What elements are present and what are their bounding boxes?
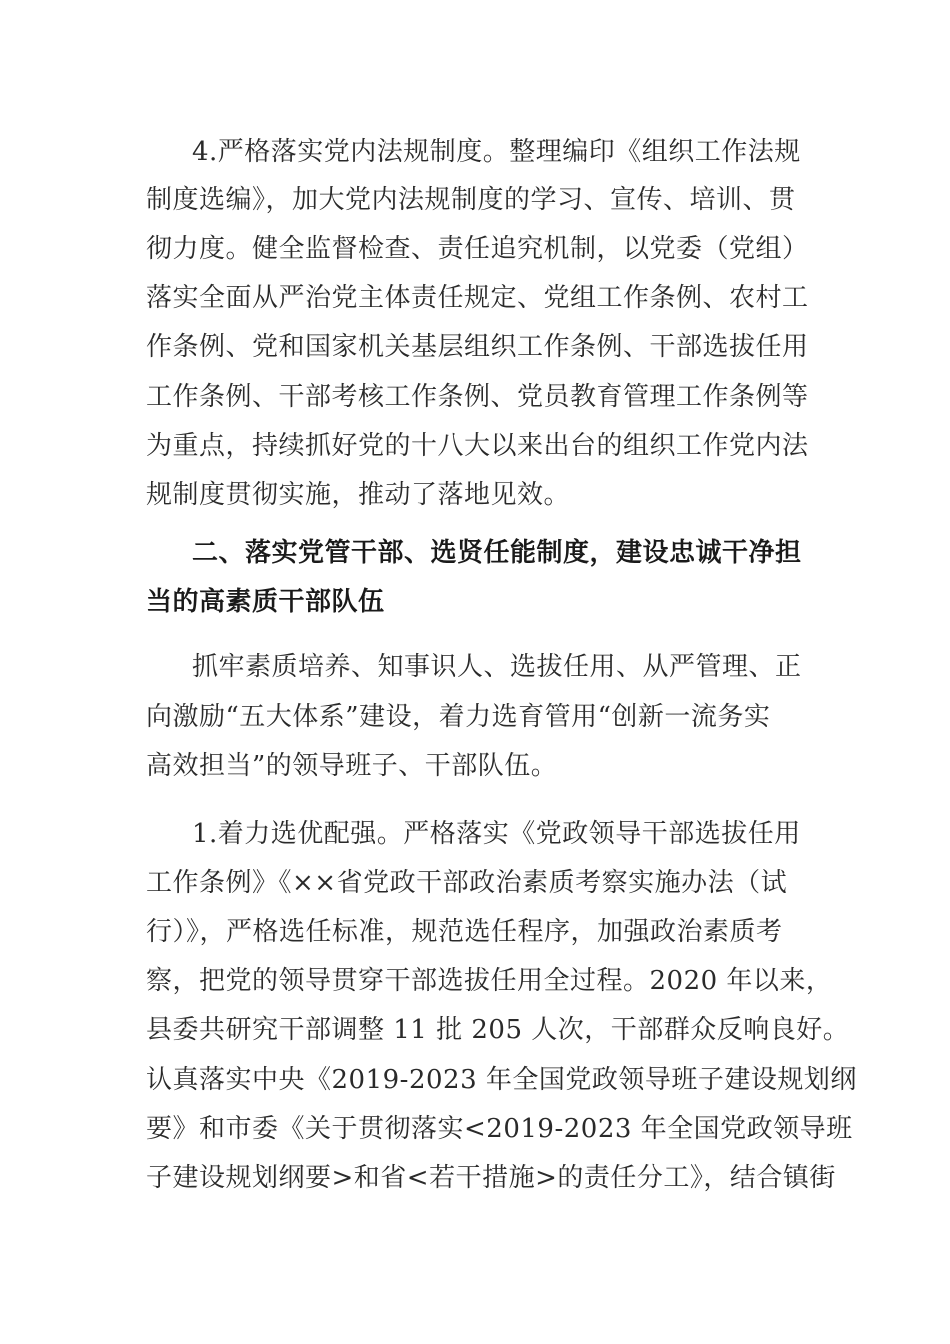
section-heading: 当的高素质干部队伍 — [146, 587, 385, 617]
paragraph-line: 县委共研究干部调整 11 批 205 人次，干部群众反响良好。 — [146, 1015, 850, 1045]
paragraph-line: 向激励“五大体系”建设，着力选育管用“创新一流务实 — [146, 702, 771, 732]
paragraph-line: 4.严格落实党内法规制度。整理编印《组织工作法规 — [192, 137, 801, 167]
section-heading: 二、落实党管干部、选贤任能制度，建设忠诚干净担 — [192, 538, 802, 568]
paragraph-line: 子建设规划纲要>和省<若干措施>的责任分工》，结合镇街 — [146, 1163, 836, 1193]
paragraph-line: 1.着力选优配强。严格落实《党政领导干部选拔任用 — [192, 819, 801, 849]
paragraph-line: 行）》，严格选任标准，规范选任程序，加强政治素质考 — [146, 917, 783, 947]
paragraph-line: 工作条例、干部考核工作条例、党员教育管理工作条例等 — [146, 382, 809, 412]
paragraph-line: 要》和市委《关于贯彻落实<2019-2023 年全国党政领导班 — [146, 1114, 853, 1144]
paragraph-line: 规制度贯彻实施，推动了落地见效。 — [146, 480, 571, 510]
paragraph-line: 认真落实中央《2019-2023 年全国党政领导班子建设规划纲 — [146, 1065, 857, 1095]
paragraph-line: 察，把党的领导贯穿干部选拔任用全过程。2020 年以来， — [146, 966, 833, 996]
paragraph-line: 为重点，持续抓好党的十八大以来出台的组织工作党内法 — [146, 431, 809, 461]
paragraph-line: 制度选编》，加大党内法规制度的学习、宣传、培训、贯 — [146, 185, 796, 215]
paragraph-line: 抓牢素质培养、知事识人、选拔任用、从严管理、正 — [192, 652, 802, 682]
paragraph-line: 工作条例》《××省党政干部政治素质考察实施办法（试 — [146, 868, 788, 898]
paragraph-line: 作条例、党和国家机关基层组织工作条例、干部选拔任用 — [146, 332, 809, 362]
paragraph-line: 落实全面从严治党主体责任规定、党组工作条例、农村工 — [146, 283, 809, 313]
paragraph-line: 彻力度。健全监督检查、责任追究机制，以党委（党组） — [146, 234, 809, 264]
paragraph-line: 高效担当”的领导班子、干部队伍。 — [146, 751, 558, 781]
